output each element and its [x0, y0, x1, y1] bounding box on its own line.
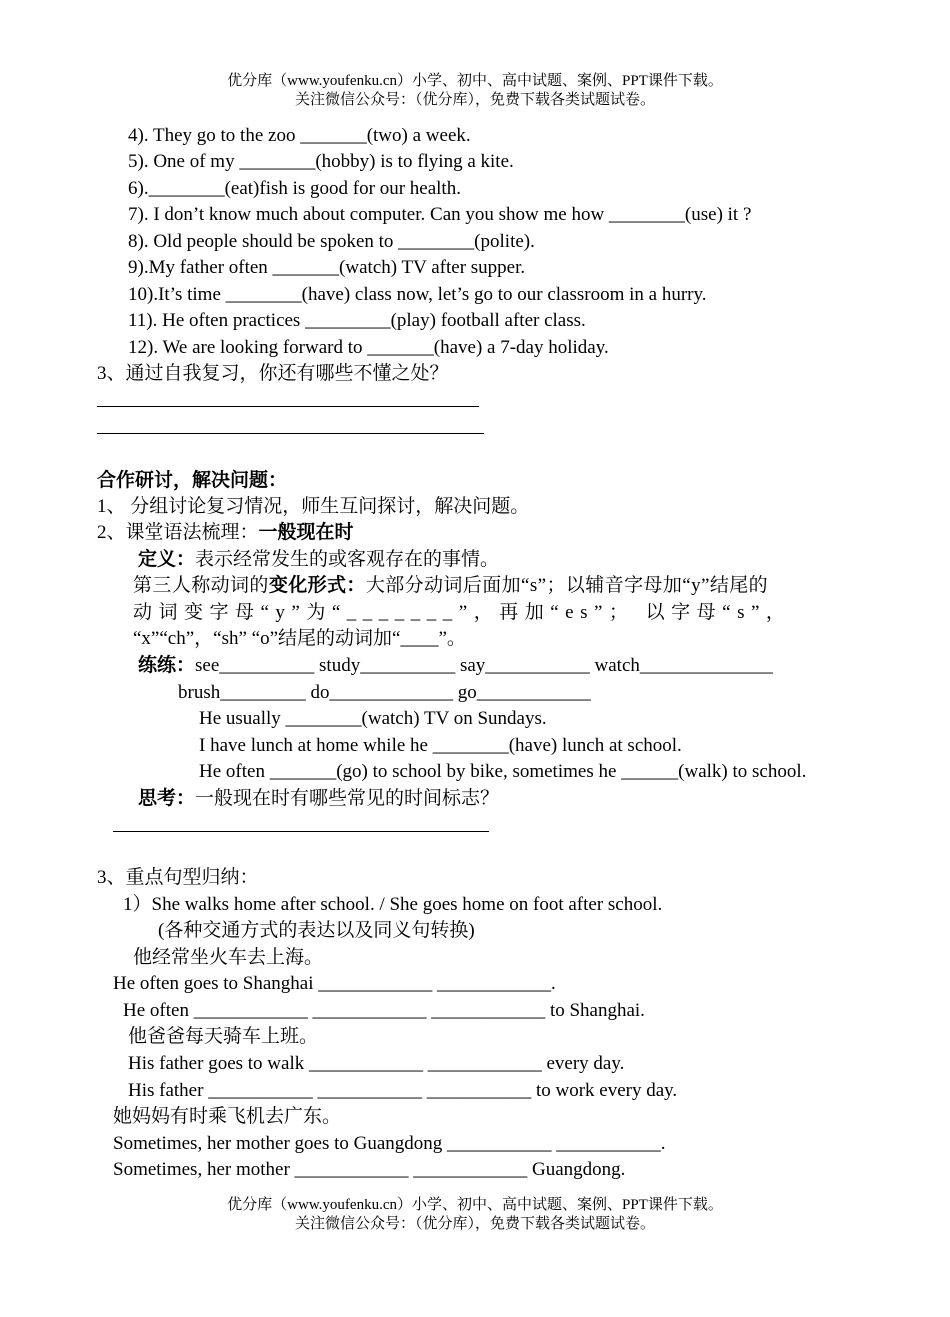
rule-text-a: 第三人称动词的 [133, 575, 269, 596]
exercise-item: 5). One of my ________(hobby) is to flying a kite. [128, 151, 514, 172]
patterns-heading: 3、重点句型归纳： [97, 867, 259, 888]
page-footer-line-1: 优分库（www.youfenku.cn）小学、初中、高中试题、案例、PPT课件下载。 [227, 1197, 723, 1213]
grammar-heading-prefix: 2、课堂语法梳理： [97, 522, 259, 543]
page-header-line-1: 优分库（www.youfenku.cn）小学、初中、高中试题、案例、PPT课件下载。 [227, 73, 723, 89]
definition-text: 表示经常发生的或客观存在的事情。 [195, 549, 500, 570]
exercise-item: 6).________(eat)fish is good for our health. [128, 178, 461, 199]
answer-line [113, 831, 489, 832]
rule-line-2: 动词变字母“y”为“_______”，再加“es”； 以字母“s”， [133, 602, 792, 623]
pattern-example: 1）She walks home after school. / She goes home on foot after school. [123, 894, 663, 915]
practice-sentence: He often _______(go) to school by bike, sometimes he ______(walk) to school. [199, 761, 807, 782]
rule-text-b: 变化形式： [268, 575, 366, 596]
answer-line [97, 433, 484, 434]
practice-row-2: brush_________ do_____________ go____________ [178, 682, 591, 703]
translation-answer: Sometimes, her mother goes to Guangdong ___________ ___________. [113, 1133, 666, 1154]
discussion-item: 1、 分组讨论复习情况，师生互问探讨，解决问题。 [97, 496, 530, 517]
practice-label: 练练： [138, 655, 196, 676]
translation-answer: His father goes to walk ____________ ____________ every day. [128, 1053, 625, 1074]
exercise-item: 7). I don’t know much about computer. Can you show me how ________(use) it ? [128, 204, 752, 225]
rule-line-3: “x”“ch”，“sh” “o”结尾的动词加“____”。 [133, 628, 466, 649]
practice-sentence: I have lunch at home while he ________(have) lunch at school. [199, 735, 682, 756]
rule-line-1 [133, 574, 768, 598]
grammar-topic: 一般现在时 [258, 522, 354, 543]
exercise-item: 11). He often practices _________(play) football after class. [128, 310, 586, 331]
translation-answer: He often ____________ ____________ ____________ to Shanghai. [123, 1000, 645, 1021]
translation-answer: His father ___________ ___________ ___________ to work every day. [128, 1080, 678, 1101]
exercise-item: 12). We are looking forward to _______(have) a 7-day holiday. [128, 337, 609, 358]
answer-line [97, 406, 479, 407]
translation-prompt: 他爸爸每天骑车上班。 [128, 1026, 319, 1047]
translation-answer: Sometimes, her mother ____________ ____________ Guangdong. [113, 1159, 626, 1180]
translation-answer: He often goes to Shanghai ____________ ____________. [113, 973, 556, 994]
page-footer-line-2: 关注微信公众号：（优分库），免费下载各类试题试卷。 [294, 1216, 655, 1232]
rule-text-c: 大部分动词后面加“s”；以辅音字母加“y”结尾的 [365, 575, 769, 596]
exercise-item: 10).It’s time ________(have) class now, let’s go to our classroom in a hurry. [128, 284, 707, 305]
definition-label: 定义： [138, 549, 196, 570]
exercise-item: 9).My father often _______(watch) TV after supper. [128, 257, 526, 278]
section-title: 合作研讨，解决问题： [97, 470, 288, 491]
translation-prompt: 她妈妈有时乘飞机去广东。 [113, 1106, 342, 1127]
practice-row-1 [138, 654, 773, 678]
review-question: 3、通过自我复习，你还有哪些不懂之处？ [97, 363, 449, 384]
think-question [138, 787, 499, 811]
practice-words-1: see__________ study__________ say___________ watch______________ [195, 655, 773, 676]
definition [138, 548, 499, 572]
think-text: 一般现在时有哪些常见的时间标志？ [195, 788, 500, 809]
translation-prompt: 他经常坐火车去上海。 [133, 947, 324, 968]
think-label: 思考： [138, 788, 196, 809]
pattern-note: (各种交通方式的表达以及同义句转换) [158, 920, 475, 941]
practice-sentence: He usually ________(watch) TV on Sundays. [199, 708, 547, 729]
grammar-heading [97, 521, 354, 545]
exercise-item: 4). They go to the zoo _______(two) a week. [128, 125, 471, 146]
page-header-line-2: 关注微信公众号：（优分库），免费下载各类试题试卷。 [294, 92, 655, 108]
exercise-item: 8). Old people should be spoken to ________(polite). [128, 231, 535, 252]
